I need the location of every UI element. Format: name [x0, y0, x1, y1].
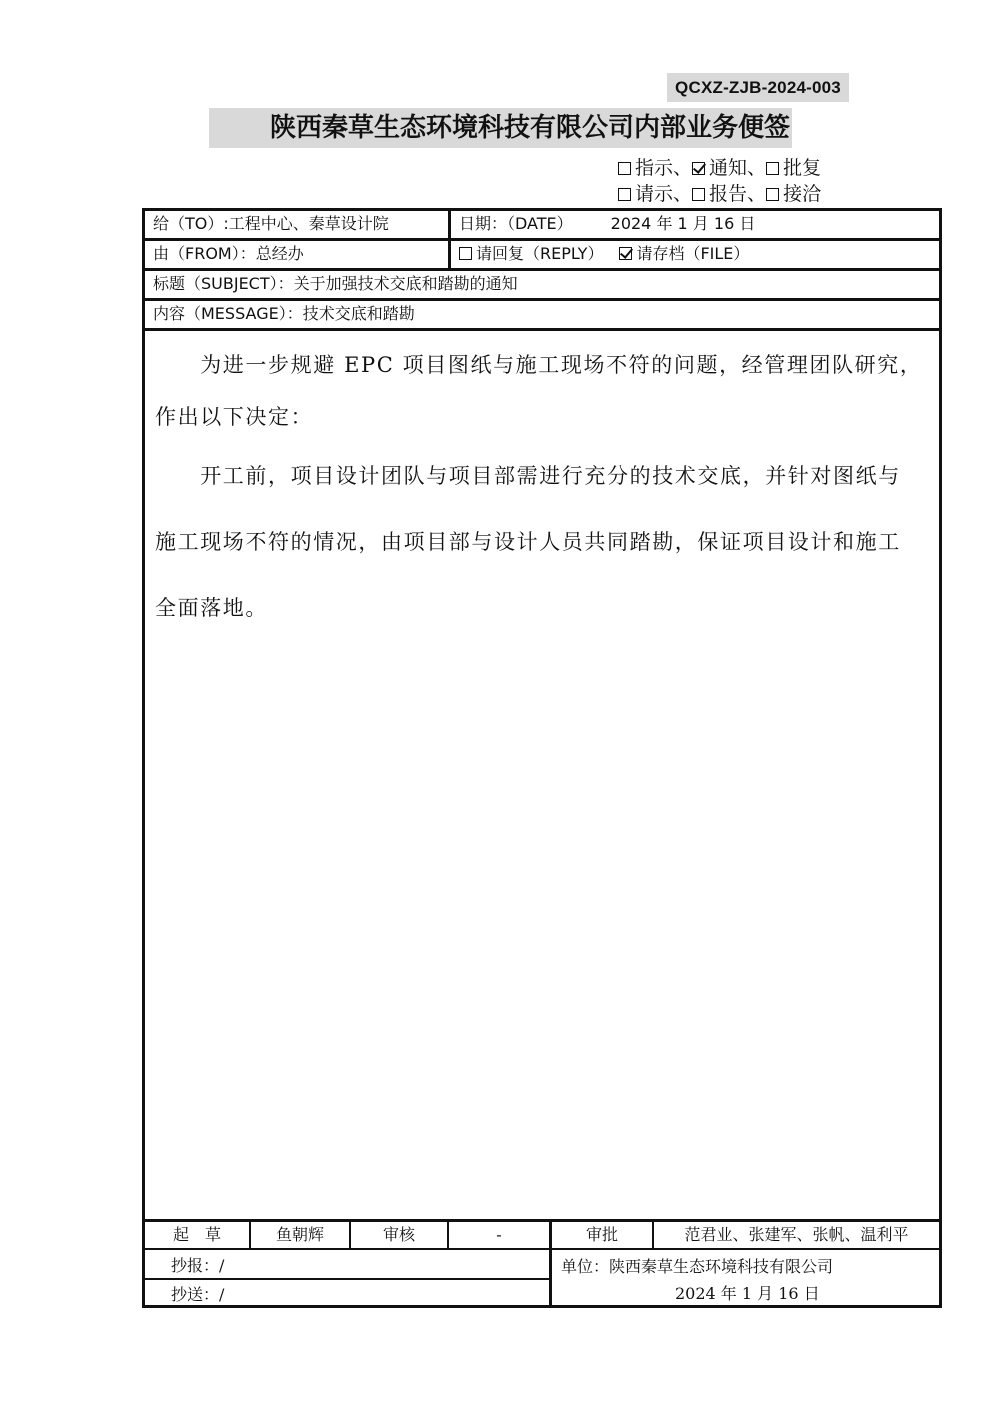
to-date-row [145, 211, 939, 241]
memo-form [142, 208, 942, 1308]
memo-footer [145, 1219, 939, 1305]
from-field: 由（FROM）：总经办 [153, 244, 304, 263]
reply-option[interactable]: 请回复（REPLY） [459, 244, 603, 263]
review-label: 审核 [382, 1225, 415, 1244]
document-title-text: 陕西秦草生态环境科技有限公司内部业务便签 [269, 113, 790, 143]
memo-body [145, 331, 939, 1219]
document-code: QCXZ-ZJB-2024-003 [667, 73, 849, 102]
body-line: 为进一步规避 EPC 项目图纸与施工现场不符的问题，经管理团队研究， [155, 353, 923, 377]
message-field: 内容（MESSAGE）：技术交底和踏勘 [153, 304, 415, 323]
review-value: - [496, 1225, 502, 1244]
from-reply-row [145, 241, 939, 271]
checkbox-icon[interactable] [766, 188, 779, 201]
doc-type-option[interactable]: 请示、 [618, 183, 692, 205]
approve-names: 范君业、张建军、张帆、温利平 [684, 1225, 909, 1244]
checkbox-icon[interactable] [618, 162, 631, 175]
checkbox-icon[interactable] [766, 162, 779, 175]
doc-type-option[interactable]: 报告、 [692, 183, 766, 205]
body-line: 施工现场不符的情况，由项目部与设计人员共同踏勘，保证项目设计和施工 [155, 530, 901, 554]
issue-date: 2024 年 1 月 16 日 [675, 1284, 820, 1303]
checkbox-icon[interactable] [459, 247, 472, 260]
report-to: 抄报：/ [171, 1256, 225, 1275]
signoff-row [145, 1222, 939, 1250]
body-line: 开工前，项目设计团队与项目部需进行充分的技术交底，并针对图纸与 [155, 464, 901, 488]
document-title [209, 108, 792, 148]
checkbox-checked-icon[interactable] [619, 247, 632, 260]
doc-type-row-1 [618, 155, 821, 181]
message-row [145, 301, 939, 331]
approve-label: 审批 [585, 1225, 618, 1244]
distribution-block [145, 1250, 549, 1305]
to-field: 给（TO）:工程中心、秦草设计院 [153, 214, 389, 233]
body-line: 全面落地。 [155, 596, 268, 620]
draft-label: 起 草 [172, 1225, 221, 1244]
checkbox-icon[interactable] [618, 188, 631, 201]
body-line: 作出以下决定： [155, 405, 314, 429]
doc-type-row-2 [618, 181, 821, 207]
reply-file-options [451, 241, 939, 268]
file-option[interactable]: 请存档（FILE） [619, 244, 749, 263]
send-to: 抄送：/ [171, 1285, 225, 1304]
date-value: 2024 年 1 月 16 日 [610, 214, 756, 233]
divider [549, 1250, 552, 1305]
checkbox-icon[interactable] [692, 188, 705, 201]
subject-field: 标题（SUBJECT）：关于加强技术交底和踏勘的通知 [153, 274, 518, 293]
doc-type-option[interactable]: 批复 [766, 157, 821, 179]
subject-row [145, 271, 939, 301]
doc-type-option[interactable]: 通知、 [692, 157, 766, 179]
date-label: 日期：（DATE） [459, 214, 573, 233]
issuing-unit: 单位：陕西秦草生态环境科技有限公司 [561, 1257, 834, 1276]
date-field [451, 211, 939, 238]
checkbox-checked-icon[interactable] [692, 162, 705, 175]
divider [145, 1278, 549, 1280]
draft-name: 鱼朝辉 [275, 1225, 324, 1244]
doc-type-option[interactable]: 接洽 [766, 183, 821, 205]
doc-type-option[interactable]: 指示、 [618, 157, 692, 179]
